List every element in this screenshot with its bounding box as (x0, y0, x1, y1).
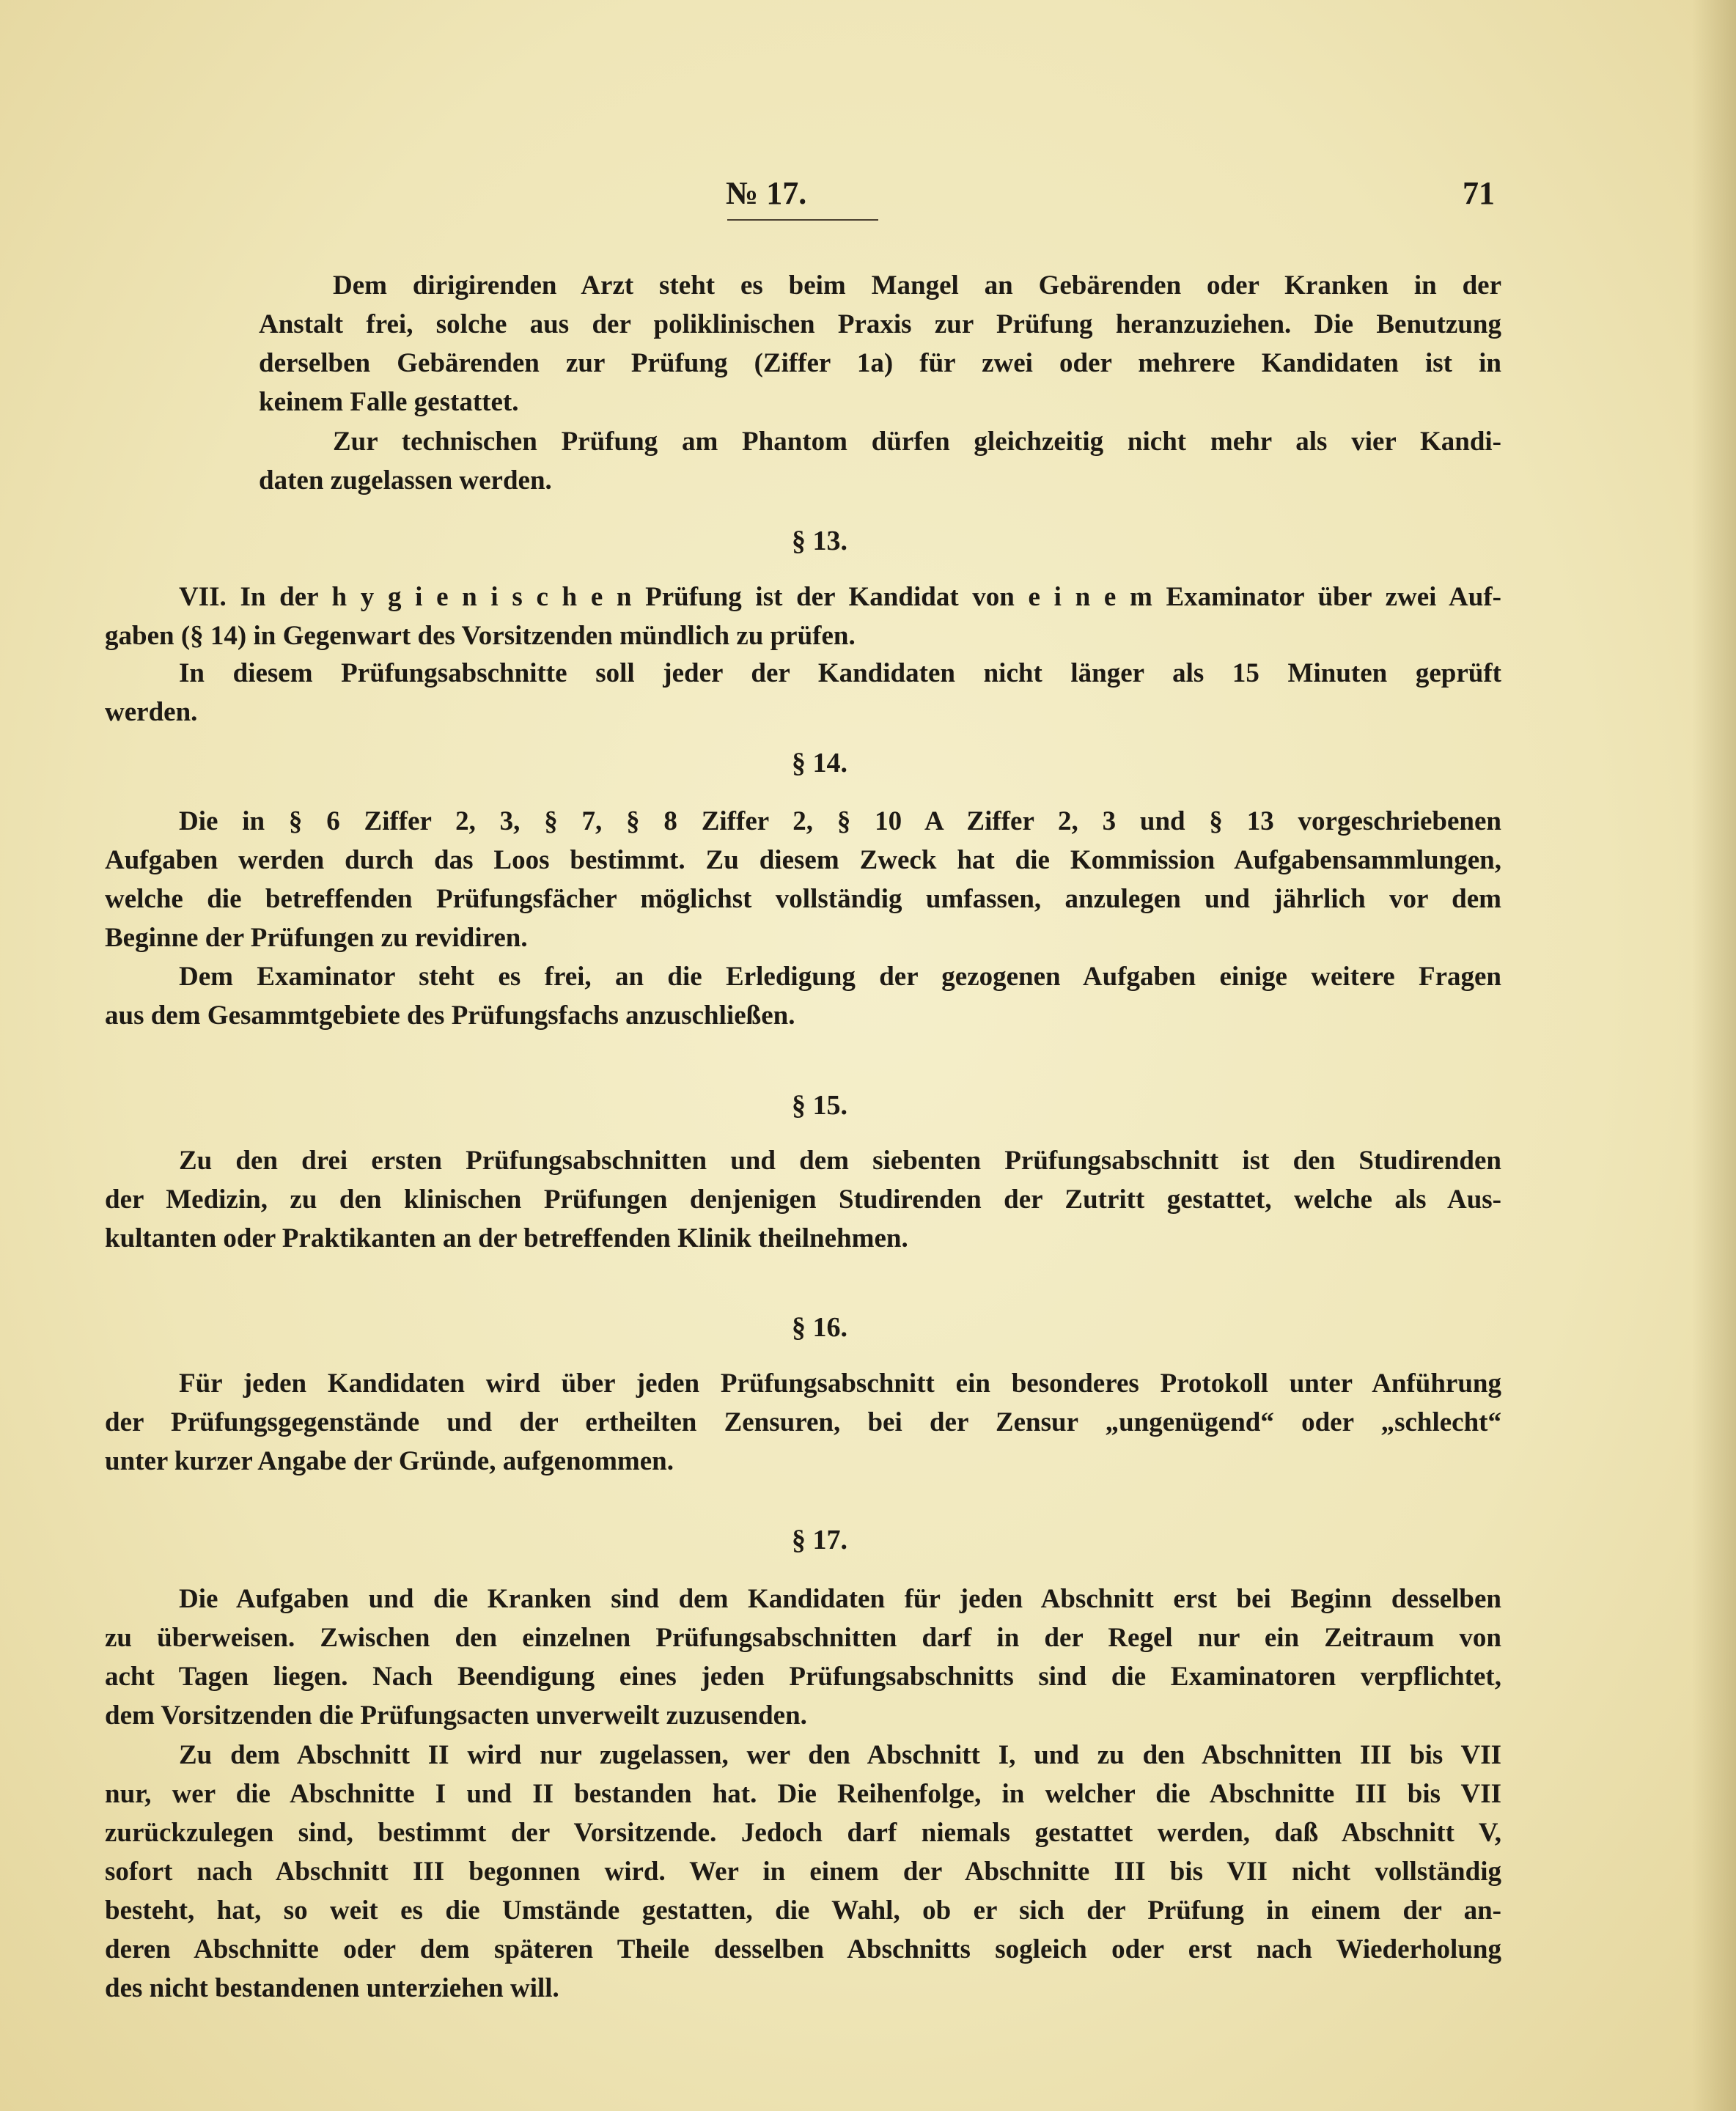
text-line: acht Tagen liegen. Nach Beendigung eines jeden Prüfungsabschnitts sind die Examinatoren verpflichtet, (105, 1662, 1501, 1692)
text-line: daten zugelassen werden. (259, 465, 552, 495)
paragraph (105, 578, 1501, 655)
text-line: Die Aufgaben und die Kranken sind dem Kandidaten für jeden Abschnitt erst bei Beginn desselben (179, 1584, 1501, 1614)
paragraph (105, 1580, 1501, 1735)
text-line: In diesem Prüfungsabschnitte soll jeder der Kandidaten nicht länger als 15 Minuten geprüft (179, 658, 1501, 688)
section-heading: § 17. (792, 1525, 847, 1555)
section-heading: § 14. (792, 748, 847, 778)
text-line: des nicht bestandenen unterziehen will. (105, 1973, 559, 2003)
paragraph (105, 1736, 1501, 2008)
text-line: Dem Examinator steht es frei, an die Erledigung der gezogenen Aufgaben einige weitere Fragen (179, 962, 1501, 992)
paragraph (105, 802, 1501, 957)
text-line: werden. (105, 697, 198, 727)
paragraph (105, 1141, 1501, 1258)
text-line: Aufgaben werden durch das Loos bestimmt. Zu diesem Zweck hat die Kommission Aufgabensammlungen, (105, 845, 1501, 875)
text-line: aus dem Gesammtgebiete des Prüfungsfachs anzuschließen. (105, 1001, 795, 1031)
text-line: Zu dem Abschnitt II wird nur zugelassen, wer den Abschnitt I, und zu den Abschnitten III bis VII (179, 1740, 1501, 1770)
text-line: kultanten oder Praktikanten an der betreffenden Klinik theilnehmen. (105, 1223, 908, 1253)
text-line: Die in § 6 Ziffer 2, 3, § 7, § 8 Ziffer 2, § 10 A Ziffer 2, 3 und § 13 vorgeschriebenen (179, 806, 1501, 836)
text-line: Für jeden Kandidaten wird über jeden Prüfungsabschnitt ein besonderes Protokoll unter Anführung (179, 1368, 1501, 1399)
paragraph (105, 1364, 1501, 1481)
paragraph (259, 422, 1501, 500)
document-number: № 17. (726, 175, 807, 211)
text-line: deren Abschnitte oder dem späteren Theile desselben Abschnitts sogleich oder erst nach Wiederholung (105, 1934, 1501, 1964)
header-rule (727, 219, 878, 221)
text-line: derselben Gebärenden zur Prüfung (Ziffer 1a) für zwei oder mehrere Kandidaten ist in (259, 348, 1501, 378)
paragraph (105, 957, 1501, 1035)
page-number: 71 (1463, 175, 1495, 211)
text-line: keinem Falle gestattet. (259, 387, 519, 417)
text-line: Beginne der Prüfungen zu revidiren. (105, 923, 528, 953)
text-line: besteht, hat, so weit es die Umstände gestatten, die Wahl, ob er sich der Prüfung in einem der an- (105, 1896, 1501, 1926)
section-heading: § 15. (792, 1090, 847, 1121)
section-heading: § 13. (792, 526, 847, 556)
text-line: Zur technischen Prüfung am Phantom dürfen gleichzeitig nicht mehr als vier Kandi- (333, 427, 1501, 457)
page-edge-shadow (1692, 0, 1736, 2111)
text-line: sofort nach Abschnitt III begonnen wird. Wer in einem der Abschnitte III bis VII nicht vollständig (105, 1857, 1501, 1887)
text-line: zu überweisen. Zwischen den einzelnen Prüfungsabschnitten darf in der Regel nur ein Zeitraum von (105, 1623, 1501, 1653)
paragraph (105, 654, 1501, 732)
section-heading: § 16. (792, 1312, 847, 1343)
text-line: nur, wer die Abschnitte I und II bestanden hat. Die Reihenfolge, in welcher die Abschnitte III bis VII (105, 1779, 1501, 1809)
text-line: VII. In der h y g i e n i s c h e n Prüfung ist der Kandidat von e i n e m Examinator über zwei Auf- (179, 582, 1501, 612)
text-line: zurückzulegen sind, bestimmt der Vorsitzende. Jedoch darf niemals gestattet werden, daß Abschnitt V, (105, 1818, 1501, 1848)
text-line: dem Vorsitzenden die Prüfungsacten unverweilt zuzusenden. (105, 1701, 807, 1731)
text-line: unter kurzer Angabe der Gründe, aufgenommen. (105, 1446, 674, 1476)
text-line: gaben (§ 14) in Gegenwart des Vorsitzenden mündlich zu prüfen. (105, 621, 856, 651)
text-line: der Prüfungsgegenstände und der ertheilten Zensuren, bei der Zensur „ungenügend“ oder „schlecht“ (105, 1407, 1501, 1437)
text-line: welche die betreffenden Prüfungsfächer möglichst vollständig umfassen, anzulegen und jährlich vor dem (105, 884, 1501, 914)
text-line: Anstalt frei, solche aus der poliklinischen Praxis zur Prüfung heranzuziehen. Die Benutzung (259, 309, 1501, 339)
text-line: Zu den drei ersten Prüfungsabschnitten und dem siebenten Prüfungsabschnitt ist den Studirenden (179, 1146, 1501, 1176)
text-line: Dem dirigirenden Arzt steht es beim Mangel an Gebärenden oder Kranken in der (333, 270, 1501, 301)
text-line: der Medizin, zu den klinischen Prüfungen denjenigen Studirenden der Zutritt gestattet, welche als Aus- (105, 1185, 1501, 1215)
paragraph (259, 266, 1501, 421)
